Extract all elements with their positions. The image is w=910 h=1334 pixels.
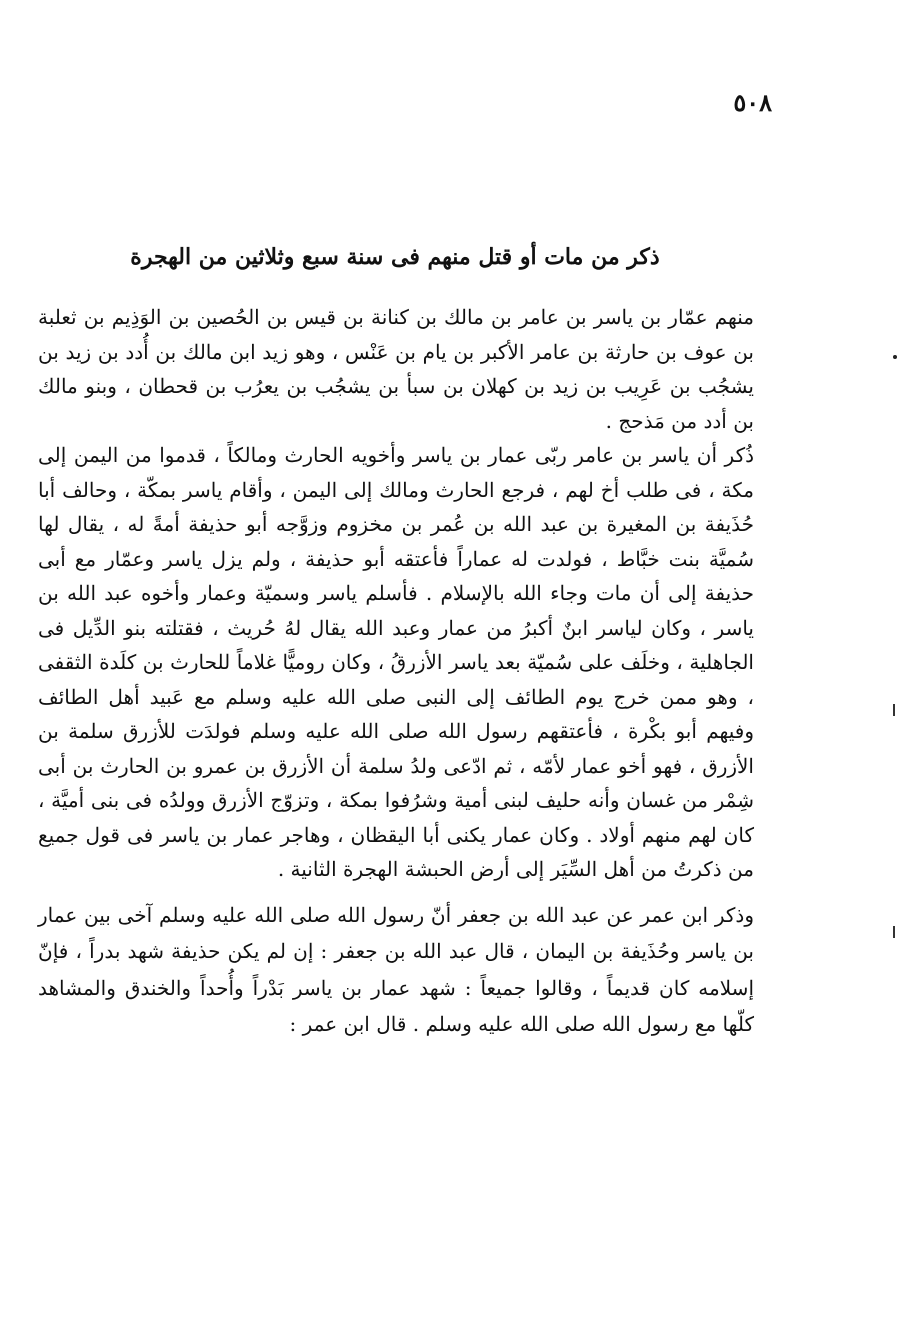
paragraph-brotherhood: وذكر ابن عمر عن عبد الله بن جعفر أنّ رسول الله صلى الله عليه وسلم آخى بين عمار بن ياسر وحُذَيفة بن اليمان ، قال عبد الله بن جعفر : إن لم يكن حذيفة شهد بدراً ، فإنّ إسلامه كان قديماً ، وقالوا جميعاً : شهد عمار بن ياسر بَدْراً وأُحداً والخندق والمشاهد كلّها مع رسول الله صلى الله عليه وسلم . قال ابن عمر : bbox=[38, 902, 754, 1036]
margin-mark bbox=[893, 926, 895, 938]
margin-mark bbox=[893, 704, 895, 716]
page-number: ٥٠٨ bbox=[733, 88, 772, 117]
paragraph-lineage: منهم عمّار بن ياسر بن عامر بن مالك بن كنانة بن قيس بن الحُصين بن الوَذِيم بن ثعلبة بن عوف بن حارثة بن عامر الأكبر بن يام بن عَنْس ، وهو زيد ابن مالك بن أُدد بن زيد بن يشجُب بن عَرِيب بن زيد بن كهلان بن سبأ بن يشجُب بن يعرُب بن قحطان ، وبنو مالك بن أدد من مَذحج . bbox=[38, 305, 754, 433]
body-text bbox=[38, 300, 754, 1043]
section-heading: ذكر من مات أو قتل منهم فى سنة سبع وثلاثين من الهجرة bbox=[130, 244, 660, 270]
margin-mark bbox=[893, 355, 897, 359]
paragraph-family-history: ذُكر أن ياسر بن عامر ربّى عمار بن ياسر وأخويه الحارث ومالكاً ، قدموا من اليمن إلى مكة ، فى طلب أخ لهم ، فرجع الحارث ومالك إلى اليمن ، وأقام ياسر بمكّة ، وحالف أبا حُذَيفة بن المغيرة بن عبد الله بن عُمر بن مخزوم وزوَّجه أبو حذيفة أمةً له ، يقال لها سُميَّة بنت خبَّاط ، فولدت له عماراً فأعتقه أبو حذيفة ، ولم يزل ياسر وعمّار مع أبى حذيفة إلى أن مات وجاء الله بالإسلام . فأسلم ياسر وسميّة وعمار وأخوه عبد الله بن ياسر ، وكان لياسر ابنٌ أكبرُ من عمار وعبد الله يقال لهُ حُريث ، فقتلته بنو الدِّيل فى الجاهلية ، وخلَف على سُميّة بعد ياسر الأزرقُ ، وكان روميًّا غلاماً للحارث بن كلَدة الثقفى ، وهو ممن خرج يوم الطائف إلى النبى صلى الله عليه وسلم مع عَبيد أهل الطائف وفيهم أبو بكْرة ، فأعتقهم رسول الله صلى الله عليه وسلم فولدَت للأزرق سلمة بن الأزرق ، فهو أخو عمار لأمّه ، ثم ادّعى ولدُ سلمة أن الأزرق بن عمرو بن الحارث بن أبى شِمْر من غسان وأنه حليف لبنى أمية وشرُفوا بمكة ، وتزوّج الأزرق وولدُه فى بنى أميَّة ، كان لهم منهم أولاد . وكان عمار يكنى أبا اليقظان ، وهاجر عمار بن ياسر فى قول جميع من ذكرتُ من أهل السِّيَر إلى أرض الحبشة الهجرة الثانية . bbox=[38, 443, 754, 881]
